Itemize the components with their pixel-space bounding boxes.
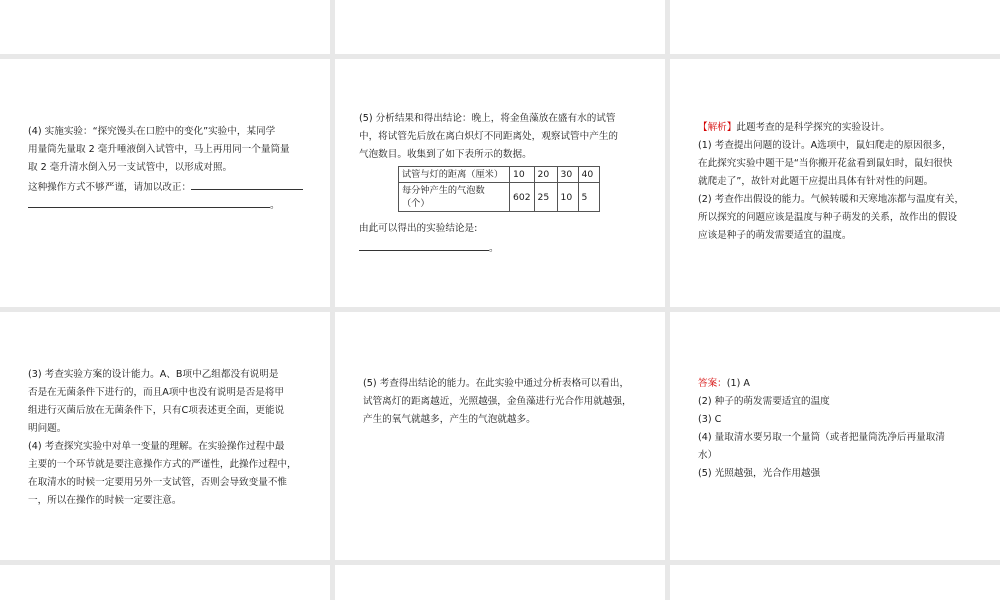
data-table bbox=[398, 166, 600, 212]
text-line: 在此探究实验中题干是“当你搬开花盆看到鼠妇时，鼠妇很快 bbox=[698, 158, 953, 169]
text-line: 否是在无菌条件下进行的，而且A项中也没有说明是否是将甲 bbox=[28, 387, 284, 398]
table-header-cell: 每分钟产生的气泡数（个） bbox=[399, 183, 510, 212]
text-line: 取 2 毫升清水倒入另一支试管中，以形成对照。 bbox=[28, 162, 233, 173]
text-line: (4) 量取清水要另取一个量筒（或者把量筒洗净后再量取清 bbox=[698, 432, 945, 443]
text-line: 中，将试管先后放在离白炽灯不同距离处，观察试管中产生的 bbox=[359, 131, 619, 142]
text-line: 一，所以在操作的时候一定要注意。 bbox=[28, 495, 182, 506]
slide-question-5 bbox=[335, 59, 665, 307]
text-line: (3) C bbox=[698, 414, 722, 425]
answer-blank[interactable] bbox=[28, 195, 270, 208]
slide-answers bbox=[670, 312, 1000, 560]
text-line: (5) 考查得出结论的能力。在此实验中通过分析表格可以看出， bbox=[363, 378, 630, 389]
table-cell: 30 bbox=[557, 167, 578, 183]
text-line: 试管离灯的距离越近，光照越强，金鱼藻进行光合作用就越强， bbox=[363, 396, 632, 407]
text-line: 水） bbox=[698, 450, 718, 461]
answer-blank[interactable] bbox=[359, 238, 489, 251]
text-line: 就爬走了”，故针对此题干应提出具体有针对性的问题。 bbox=[698, 176, 934, 187]
text-line: 组进行灭菌后放在无菌条件下，只有C项表述更全面，更能说 bbox=[28, 405, 285, 416]
text-line: (2) 种子的萌发需要适宜的温度 bbox=[698, 396, 830, 407]
question-4-text bbox=[28, 123, 303, 213]
slide-analysis-2 bbox=[0, 312, 330, 560]
text-line: 。 bbox=[359, 238, 499, 256]
text-line: 答案：(1) A bbox=[698, 378, 750, 389]
slide-top-middle bbox=[335, 0, 665, 54]
table-cell: 10 bbox=[510, 167, 535, 183]
text-line: (4) 考查探究实验中对单一变量的理解。在实验操作过程中最 bbox=[28, 441, 285, 452]
answer-blank[interactable] bbox=[191, 177, 303, 190]
text-line: 【解析】此题考查的是科学探究的实验设计。 bbox=[698, 122, 890, 133]
table-cell: 40 bbox=[578, 167, 599, 183]
slide-top-left bbox=[0, 0, 330, 54]
text-line: 应该是种子的萌发需要适宜的温度。 bbox=[698, 230, 852, 241]
slide-bottom-right bbox=[670, 565, 1000, 600]
slide-question-4 bbox=[0, 59, 330, 307]
slide-bottom-middle bbox=[335, 565, 665, 600]
table-row bbox=[399, 183, 600, 212]
analysis-text bbox=[28, 366, 297, 510]
text-line: 明问题。 bbox=[28, 423, 67, 434]
question-5-text bbox=[359, 110, 618, 164]
table-cell: 602 bbox=[510, 183, 535, 212]
table-row bbox=[399, 167, 600, 183]
table-cell: 25 bbox=[534, 183, 557, 212]
table-cell: 20 bbox=[534, 167, 557, 183]
table-header-cell: 试管与灯的距离（厘米） bbox=[399, 167, 510, 183]
answer-label: 答案： bbox=[698, 378, 727, 389]
text-line: 。 bbox=[28, 195, 303, 213]
slide-analysis-3 bbox=[335, 312, 665, 560]
table-cell: 10 bbox=[557, 183, 578, 212]
text-line: (2) 考查作出假设的能力。气候转暖和天寒地冻都与温度有关， bbox=[698, 194, 965, 205]
text-line: 这种操作方式不够严谨，请加以改正： bbox=[28, 177, 303, 195]
text-line: (1) 考查提出问题的设计。A选项中，鼠妇爬走的原因很多， bbox=[698, 140, 952, 151]
text-line: 所以探究的问题应该是温度与种子萌发的关系，故作出的假设 bbox=[698, 212, 958, 223]
text-line: 气泡数目。收集到了如下表所示的数据。 bbox=[359, 149, 532, 160]
text-line: 产生的氧气就越多，产生的气泡就越多。 bbox=[363, 414, 536, 425]
analysis-label: 【解析】 bbox=[698, 122, 737, 133]
slide-analysis-1 bbox=[670, 59, 1000, 307]
slide-bottom-left bbox=[0, 565, 330, 600]
text-line: 用量筒先量取 2 毫升唾液倒入试管中，马上再用同一个量筒量 bbox=[28, 144, 290, 155]
text-line: (3) 考查实验方案的设计能力。A、B项中乙组都没有说明是 bbox=[28, 369, 279, 380]
table-cell: 5 bbox=[578, 183, 599, 212]
text-line: (5) 光照越强，光合作用越强 bbox=[698, 468, 821, 479]
text-line: 由此可以得出的实验结论是: bbox=[359, 223, 478, 234]
slide-top-right bbox=[670, 0, 1000, 54]
text-line: (4) 实施实验：“探究馒头在口腔中的变化”实验中，某同学 bbox=[28, 126, 276, 137]
answers-text bbox=[698, 375, 945, 483]
text-line: 主要的一个环节就是要注意操作方式的严谨性，此操作过程中， bbox=[28, 459, 297, 470]
text-line: (5) 分析结果和得出结论：晚上，将金鱼藻放在盛有水的试管 bbox=[359, 113, 616, 124]
analysis-text bbox=[698, 119, 964, 245]
text-line: 在取清水的时候一定要用另外一支试管，否则会导致变量不惟 bbox=[28, 477, 288, 488]
conclusion-text bbox=[359, 220, 499, 256]
analysis-text bbox=[363, 375, 632, 429]
